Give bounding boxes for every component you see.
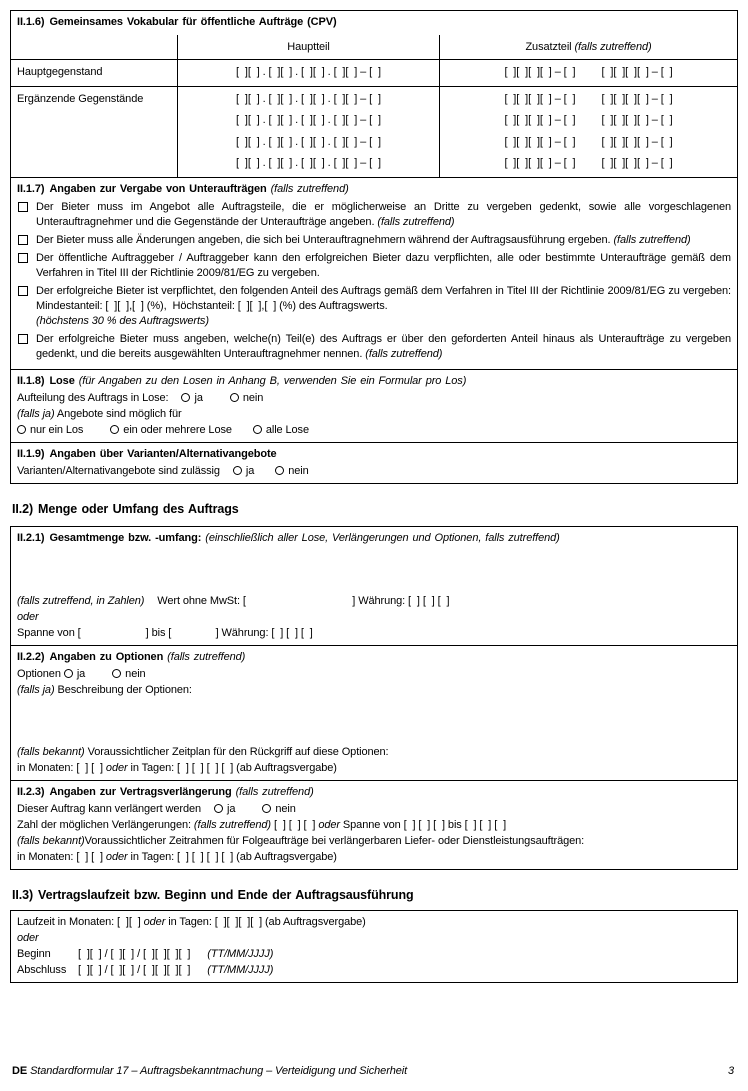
section-II-2-2 xyxy=(11,645,737,780)
cpv-hauptteil-field[interactable] xyxy=(184,89,433,111)
section-title-text: Angaben zur Vertragsverlängerung xyxy=(49,785,232,798)
condition-note: (falls ja) xyxy=(17,407,55,420)
section-title-text: Gemeinsames Vokabular für öffentliche Aufträge (CPV) xyxy=(49,16,337,28)
section-number: II.1.9) xyxy=(17,447,45,460)
cpv-zusatzteil-field-row[interactable] xyxy=(446,153,731,175)
page-number: 3 xyxy=(727,1065,734,1077)
zeitplan-line xyxy=(17,744,731,760)
checkbox-note: (falls zutreffend) xyxy=(365,347,443,360)
field-label: Zahl der möglichen Verlängerungen: xyxy=(17,818,191,831)
heading-II-2 xyxy=(10,500,738,518)
section-title-text: Gesamtmenge bzw. -umfang: xyxy=(49,531,202,544)
cpv-code-field[interactable]: [ ][ ][ ][ ] – [ ] xyxy=(504,66,576,78)
cpv-row-hauptgegenstand-label: Hauptgegenstand xyxy=(17,66,103,78)
vertical-gap xyxy=(10,518,738,526)
tage-field[interactable]: in Tagen: [ ] [ ] [ ] [ ] (ab Auftragsvergabe) xyxy=(130,761,337,774)
section-block-II-1 xyxy=(10,10,738,484)
section-number: II.3) xyxy=(12,887,34,902)
blank-entry-area[interactable] xyxy=(17,547,731,593)
field-label: Beginn xyxy=(17,947,51,960)
section-block-II-2 xyxy=(10,526,738,870)
cpv-hauptteil-field[interactable] xyxy=(184,153,433,175)
checkbox-label: Der Bieter muss alle Änderungen angeben, die sich bei Unterauftragnehmern während der Auftragsausführung ergeben. xyxy=(36,233,611,246)
heading-II-3 xyxy=(10,886,738,904)
beginn-line xyxy=(17,946,731,962)
section-II-2-1-title xyxy=(17,530,731,547)
radio-label: ja xyxy=(76,667,86,680)
section-title-note: (falls zutreffend) xyxy=(270,182,349,195)
condition-text: Voraussichtlicher Zeitrahmen für Folgeaufträge bei verlängerbaren Liefer- oder Dienstleistungsaufträgen: xyxy=(84,834,585,847)
beginn-date-field[interactable]: [ ][ ] / [ ][ ] / [ ][ ][ ][ ] xyxy=(77,947,191,960)
radio-label: nein xyxy=(242,391,264,404)
tage-field[interactable]: in Tagen: [ ] [ ] [ ] [ ] (ab Auftragsvergabe) xyxy=(130,850,337,863)
checkbox-note: (falls zutreffend) xyxy=(613,233,691,246)
lose-choice-line xyxy=(17,422,731,438)
radio-option-nein[interactable] xyxy=(230,392,263,404)
cpv-code-field[interactable]: [ ][ ] . [ ][ ] . [ ][ ] . [ ][ ] – [ ] xyxy=(236,92,381,105)
anzahl-field[interactable]: [ ] [ ] [ ] xyxy=(273,818,316,831)
checkbox[interactable] xyxy=(18,253,28,263)
cpv-code-field[interactable]: [ ][ ][ ][ ] – [ ] xyxy=(601,157,673,169)
page-footer xyxy=(12,1064,734,1078)
zeitrahmen-line xyxy=(17,833,731,849)
zahl-verlaengerungen-line xyxy=(17,817,731,833)
section-II-3 xyxy=(11,911,737,982)
vertical-gap xyxy=(10,870,738,886)
spanne-line xyxy=(17,625,731,641)
cpv-hauptteil-fields-col xyxy=(177,86,439,177)
cpv-zusatzteil-field-row[interactable] xyxy=(446,132,731,154)
section-II-2-1 xyxy=(11,527,737,645)
condition-note: (falls bekannt) xyxy=(17,834,85,847)
cpv-zusatzteil-fields[interactable] xyxy=(439,60,737,86)
section-number: II.2.2) xyxy=(17,650,45,663)
condition-note: (falls ja) xyxy=(17,683,55,696)
radio-label: ja xyxy=(194,391,203,404)
radio-icon[interactable] xyxy=(275,466,284,475)
section-II-1-6-title xyxy=(11,11,737,35)
wert-line xyxy=(17,593,731,609)
oder-word: oder xyxy=(318,818,340,831)
cpv-zusatzteil-fields-col xyxy=(439,86,737,177)
oder-word: oder xyxy=(143,915,166,928)
checkbox[interactable] xyxy=(18,235,28,245)
date-format-note: (TT/MM/JJJJ) xyxy=(207,963,274,976)
radio-label: ja xyxy=(226,802,236,815)
section-II-2-3 xyxy=(11,780,737,869)
cpv-hauptteil-field[interactable] xyxy=(177,60,439,86)
radio-icon[interactable] xyxy=(17,425,26,434)
cpv-code-field[interactable]: [ ][ ] . [ ][ ] . [ ][ ] . [ ][ ] – [ ] xyxy=(236,157,381,169)
condition-text: Voraussichtlicher Zeitplan für den Rückgriff auf diese Optionen: xyxy=(87,745,389,758)
radio-label: alle Lose xyxy=(265,423,309,436)
abschluss-line xyxy=(17,962,731,978)
cpv-code-field[interactable]: [ ][ ][ ][ ] – [ ] xyxy=(601,114,673,126)
beschreibung-line xyxy=(17,682,731,698)
section-number: II.1.7) xyxy=(17,182,45,195)
section-number: II.1.8) xyxy=(17,374,45,387)
cpv-zusatzteil-field-row[interactable] xyxy=(446,110,731,132)
subcontract-option-3 xyxy=(17,251,731,281)
cpv-header-zusatzteil-label: Zusatzteil xyxy=(525,41,572,53)
radio-option-ein-oder-mehrere-lose[interactable] xyxy=(110,424,232,436)
cpv-code-field[interactable]: [ ][ ] . [ ][ ] . [ ][ ] . [ ][ ] – [ ] xyxy=(236,114,381,126)
footer-form-title: Standardformular 17 – Auftragsbekanntmachung – Verteidigung und Sicherheit xyxy=(30,1065,408,1077)
spanne-field[interactable]: Spanne von [ ] [ ] [ ] bis [ ] [ ] [ ] xyxy=(342,818,507,831)
section-II-1-7-title xyxy=(17,181,731,198)
condition-text: Beschreibung der Optionen: xyxy=(57,683,192,696)
oder-line: oder xyxy=(17,610,39,623)
section-title-text: Angaben zur Vergabe von Unteraufträgen xyxy=(49,182,267,195)
radio-option-alle-lose[interactable] xyxy=(253,424,309,436)
footer-form-id xyxy=(12,1064,407,1078)
checkbox-label: Der öffentliche Auftraggeber / Auftraggeber kann den erfolgreichen Bieter dazu verpflichten, alle oder bestimmte Unteraufträge gemäß dem Verfahren in Titel III der Richtlinie 2009/81/EG zu vergeben. xyxy=(36,251,731,279)
cpv-zusatzteil-field-row[interactable] xyxy=(446,89,731,111)
section-number: II.2) xyxy=(12,501,34,516)
radio-icon[interactable] xyxy=(262,804,271,813)
cpv-code-field[interactable]: [ ][ ][ ][ ] – [ ] xyxy=(601,135,673,148)
subcontract-option-4 xyxy=(17,284,731,329)
section-number: II.2.1) xyxy=(17,531,45,544)
radio-label: nur ein Los xyxy=(30,423,84,436)
section-title-text: Angaben zu Optionen xyxy=(49,650,164,663)
cpv-header-hauptteil: Hauptteil xyxy=(177,35,439,60)
condition-note: (falls bekannt) xyxy=(17,745,85,758)
date-format-note: (TT/MM/JJJJ) xyxy=(207,947,274,960)
cpv-code-field[interactable]: [ ][ ][ ][ ] – [ ] xyxy=(504,157,576,169)
section-II-1-8-title xyxy=(17,373,731,390)
oder-word: oder xyxy=(105,761,128,774)
radio-icon[interactable] xyxy=(214,804,223,813)
radio-icon[interactable] xyxy=(181,393,190,402)
oder-line: oder xyxy=(17,931,39,944)
blank-entry-area[interactable] xyxy=(17,698,731,744)
checkbox[interactable] xyxy=(18,202,28,212)
checkbox-subnote: (höchstens 30 % des Auftragswerts) xyxy=(36,314,209,327)
condition-note: (falls zutreffend) xyxy=(193,818,271,831)
condition-text: Angebote sind möglich für xyxy=(56,407,182,420)
section-II-1-7 xyxy=(11,177,737,369)
radio-icon[interactable] xyxy=(64,669,73,678)
cpv-code-field[interactable]: [ ][ ] . [ ][ ] . [ ][ ] . [ ][ ] – [ ] xyxy=(236,66,381,78)
radio-option-nur-ein-los[interactable] xyxy=(17,424,83,436)
cpv-row-ergaenzende-label: Ergänzende Gegenstände xyxy=(11,86,177,177)
radio-option-nein[interactable] xyxy=(262,803,295,815)
optionen-question-line xyxy=(17,666,731,682)
laufzeit-tage-field[interactable]: in Tagen: [ ][ ][ ][ ] (ab Auftragsvergabe) xyxy=(168,915,366,928)
checkbox-note: (falls zutreffend) xyxy=(377,215,455,228)
checkbox-label: Der erfolgreiche Bieter muss angeben, welche(n) Teil(e) des Auftrags er über den geforderten Anteil hinaus als Unteraufträge zu vergeben gedenkt, und die bereits ausgewählten Unterauftragnehmer nennen. xyxy=(36,332,731,360)
radio-label: nein xyxy=(275,802,296,815)
cpv-code-field[interactable]: [ ][ ][ ][ ] – [ ] xyxy=(504,114,576,126)
radio-option-nein[interactable] xyxy=(112,668,145,680)
subcontract-option-5 xyxy=(17,332,731,362)
radio-option-ja[interactable] xyxy=(64,668,85,680)
cpv-code-field[interactable]: [ ][ ][ ][ ] – [ ] xyxy=(601,92,673,105)
condition-note: (falls zutreffend, in Zahlen) xyxy=(17,594,145,607)
question-label: Varianten/Alternativangebote sind zulässig xyxy=(17,464,220,477)
cpv-code-field[interactable]: [ ][ ][ ][ ] – [ ] xyxy=(601,66,673,78)
radio-label: nein xyxy=(125,667,146,680)
radio-option-ja[interactable] xyxy=(233,465,254,477)
radio-label: nein xyxy=(288,464,309,477)
radio-label: ein oder mehrere Lose xyxy=(123,423,232,436)
radio-label: ja xyxy=(245,464,255,477)
field-label: Abschluss xyxy=(17,963,67,976)
wert-field[interactable]: Wert ohne MwSt: [ ] Währung: [ ] [ ] [ ] xyxy=(157,594,450,607)
radio-icon[interactable] xyxy=(253,425,262,434)
question-label: Optionen xyxy=(17,667,61,680)
checkbox-label: Der erfolgreiche Bieter ist verpflichtet, den folgenden Anteil des Auftrags gemäß dem Verfahren in Titel III der Richtlinie 2009/81/EG zu vergeben: Mindestanteil: [ ][ ],[ ] (%), Höchstanteil: [ ][ ],[ ] (%) des Auftragswerts. xyxy=(36,284,731,312)
checkbox[interactable] xyxy=(18,334,28,344)
monate-tage-line xyxy=(17,760,731,776)
section-II-1-9 xyxy=(11,442,737,483)
section-title-text: Vertragslaufzeit bzw. Beginn und Ende der Auftragsausführung xyxy=(38,887,414,902)
cpv-code-field[interactable]: [ ][ ] . [ ][ ] . [ ][ ] . [ ][ ] – [ ] xyxy=(236,135,381,148)
section-title-text: Lose xyxy=(49,374,75,387)
section-II-1-8 xyxy=(11,369,737,442)
radio-icon[interactable] xyxy=(110,425,119,434)
checkbox[interactable] xyxy=(18,286,28,296)
abschluss-date-field[interactable]: [ ][ ] / [ ][ ] / [ ][ ][ ][ ] xyxy=(77,963,191,976)
cpv-header-empty xyxy=(11,35,177,60)
cpv-header-zusatzteil xyxy=(439,35,737,60)
falls-ja-line xyxy=(17,406,731,422)
cpv-header-zusatzteil-note: (falls zutreffend) xyxy=(574,41,652,53)
verlaengerung-question-line xyxy=(17,801,731,817)
section-title-note: (einschließlich aller Lose, Verlängerungen und Optionen, falls zutreffend) xyxy=(205,531,560,544)
cpv-hauptteil-field[interactable] xyxy=(184,132,433,154)
laufzeit-line xyxy=(17,914,731,930)
section-title-note: (falls zutreffend) xyxy=(167,650,246,663)
question-label: Aufteilung des Auftrags in Lose: xyxy=(17,391,169,404)
radio-option-ja[interactable] xyxy=(181,392,202,404)
vertical-gap xyxy=(10,484,738,500)
section-title-note: (für Angaben zu den Losen in Anhang B, verwenden Sie ein Formular pro Los) xyxy=(78,374,467,387)
monate-field[interactable]: in Monaten: [ ] [ ] xyxy=(17,761,103,774)
section-block-II-3 xyxy=(10,910,738,983)
subcontract-option-1 xyxy=(17,200,731,230)
section-title-note: (falls zutreffend) xyxy=(235,785,314,798)
section-II-2-3-title xyxy=(17,784,731,801)
section-II-1-9-title xyxy=(17,446,731,463)
section-title-text: Angaben über Varianten/Alternativangebote xyxy=(49,447,277,460)
cpv-table xyxy=(11,35,737,177)
cpv-hauptteil-field[interactable] xyxy=(184,110,433,132)
question-label: Dieser Auftrag kann verlängert werden xyxy=(17,802,202,815)
checkbox-label: Der Bieter muss im Angebot alle Auftragsteile, die er möglicherweise an Dritte zu vergeben gedenkt, sowie alle vorgeschlagenen Unterauftragnehmer und die Gegenstände der Unteraufträge angeben. xyxy=(36,200,731,228)
section-title-text: Menge oder Umfang des Auftrags xyxy=(38,501,239,516)
radio-icon[interactable] xyxy=(112,669,121,678)
monate-tage-line xyxy=(17,849,731,865)
radio-option-nein[interactable] xyxy=(275,465,308,477)
section-number: II.1.6) xyxy=(17,16,45,28)
radio-icon[interactable] xyxy=(233,466,242,475)
monate-field[interactable]: in Monaten: [ ] [ ] xyxy=(17,850,103,863)
oder-word: oder xyxy=(105,850,128,863)
radio-option-ja[interactable] xyxy=(214,803,235,815)
varianten-question-line xyxy=(17,463,731,479)
section-II-2-2-title xyxy=(17,649,731,666)
cpv-code-field[interactable]: [ ][ ][ ][ ] – [ ] xyxy=(504,92,576,105)
lose-question-line xyxy=(17,390,731,406)
spanne-field[interactable]: Spanne von [ ] bis [ ] Währung: [ ] [ ] [ ] xyxy=(17,626,313,639)
cpv-code-field[interactable]: [ ][ ][ ][ ] – [ ] xyxy=(504,135,576,148)
radio-icon[interactable] xyxy=(230,393,239,402)
laufzeit-monate-field[interactable]: Laufzeit in Monaten: [ ][ ] xyxy=(17,915,141,928)
subcontract-option-2 xyxy=(17,233,731,248)
section-number: II.2.3) xyxy=(17,785,45,798)
footer-lang: DE xyxy=(12,1065,28,1077)
